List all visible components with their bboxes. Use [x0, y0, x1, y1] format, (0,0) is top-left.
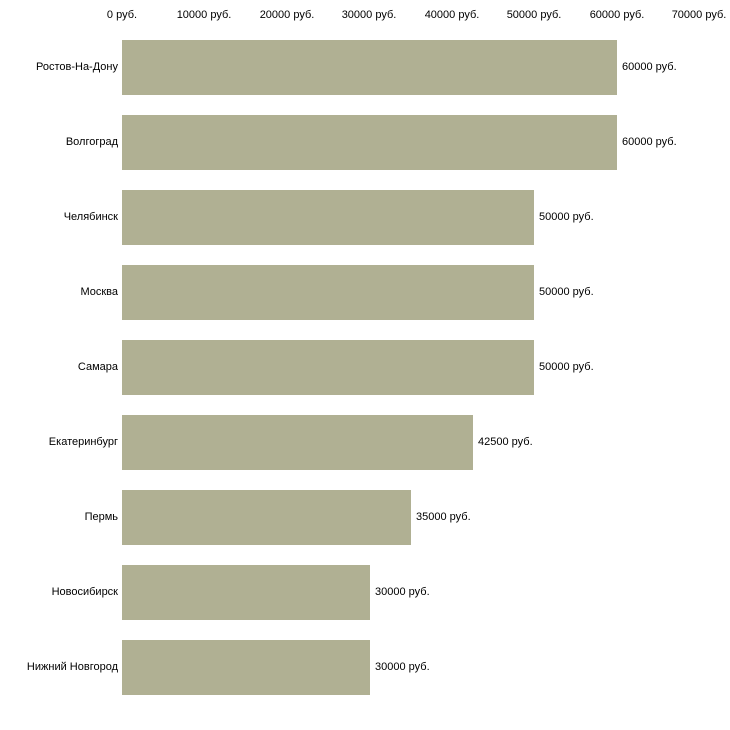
bar [122, 115, 617, 170]
plot-area [0, 30, 730, 720]
category-label: Волгоград [65, 136, 118, 148]
category-label: Москва [80, 286, 118, 298]
category-label: Нижний Новгород [26, 661, 118, 673]
bar-track [122, 630, 730, 705]
x-tick-label: 60000 руб. [589, 9, 645, 21]
bar [122, 265, 534, 320]
bar-value-label: 35000 руб. [416, 511, 471, 523]
bar-track [122, 330, 730, 405]
bar-row [0, 405, 730, 480]
bar [122, 640, 370, 695]
bar-track [122, 480, 730, 555]
x-tick-label: 70000 руб. [671, 9, 727, 21]
category-label: Новосибирск [51, 586, 118, 598]
x-tick-label: 0 руб. [106, 9, 138, 21]
bar-row [0, 555, 730, 630]
bar-track [122, 105, 730, 180]
x-axis-ticks [0, 9, 730, 25]
bar-track [122, 405, 730, 480]
bar-value-label: 30000 руб. [375, 661, 430, 673]
bar [122, 565, 370, 620]
bar-value-label: 30000 руб. [375, 586, 430, 598]
bar [122, 340, 534, 395]
x-tick-label: 50000 руб. [506, 9, 562, 21]
x-tick-label: 10000 руб. [176, 9, 232, 21]
category-label: Самара [77, 361, 118, 373]
bar-value-label: 50000 руб. [539, 286, 594, 298]
bar-value-label: 50000 руб. [539, 361, 594, 373]
bar-row [0, 180, 730, 255]
bar-value-label: 42500 руб. [478, 436, 533, 448]
bar-row [0, 330, 730, 405]
category-label: Пермь [84, 511, 118, 523]
bar-row [0, 630, 730, 705]
bar-track [122, 555, 730, 630]
bar-row [0, 480, 730, 555]
bar-track [122, 30, 730, 105]
x-tick-label: 30000 руб. [341, 9, 397, 21]
bar-track [122, 180, 730, 255]
x-tick-label: 40000 руб. [424, 9, 480, 21]
bar-row [0, 105, 730, 180]
bar [122, 40, 617, 95]
bar [122, 490, 411, 545]
bar-row [0, 255, 730, 330]
category-label: Челябинск [63, 211, 118, 223]
category-label: Екатеринбург [48, 436, 118, 448]
bar [122, 415, 473, 470]
bar-track [122, 255, 730, 330]
x-tick-label: 20000 руб. [259, 9, 315, 21]
bar-value-label: 50000 руб. [539, 211, 594, 223]
bar-row [0, 30, 730, 105]
bar [122, 190, 534, 245]
bar-value-label: 60000 руб. [622, 136, 677, 148]
bar-value-label: 60000 руб. [622, 61, 677, 73]
category-label: Ростов-На-Дону [35, 61, 118, 73]
